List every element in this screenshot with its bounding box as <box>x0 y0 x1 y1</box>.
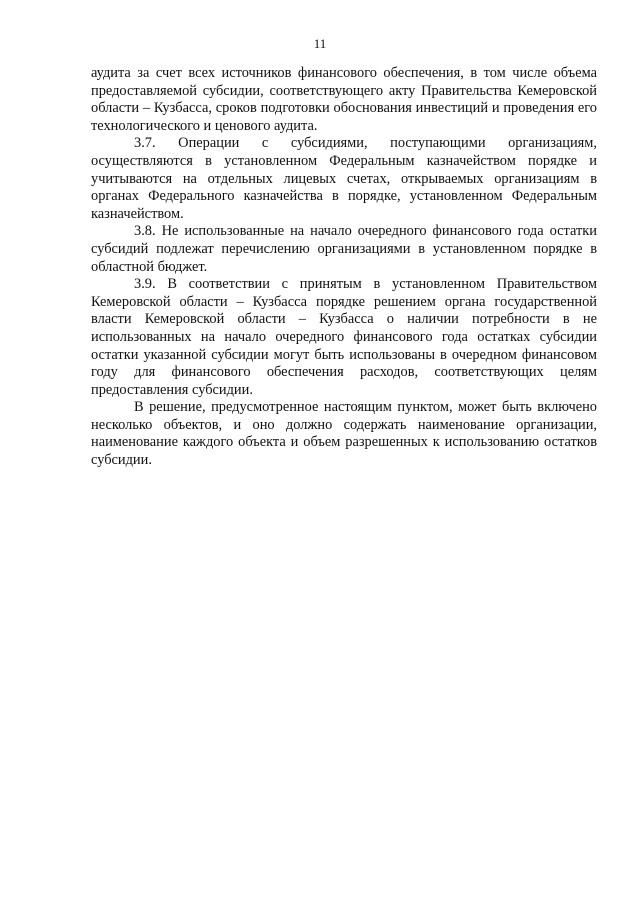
paragraph-3-7: 3.7. Операции с субсидиями, поступающими организациям, осуществляются в установленном Федеральным казначейством порядке и учитываются на отдельных лицевых счетах, открываемых организациям в органах Федерального казначейства в порядке, установленном Федеральным казначейством. <box>91 135 597 222</box>
paragraph-decision: В решение, предусмотренное настоящим пунктом, может быть включено несколько объектов, и оно должно содержать наименование организации, наименование каждого объекта и объем разрешенных к использованию остатков субсидии. <box>91 399 597 469</box>
document-body <box>91 65 597 470</box>
page-number: 11 <box>313 36 327 51</box>
paragraph-3-8: 3.8. Не использованные на начало очередного финансового года остатки субсидий подлежат перечислению организациями в установленном порядке в областной бюджет. <box>91 223 597 275</box>
paragraph-continuation: аудита за счет всех источников финансового обеспечения, в том числе объема предоставляемой субсидии, соответствующего акту Правительства Кемеровской области – Кузбасса, сроков подготовки обоснования инвестиций и проведения его технологического и ценового аудита. <box>91 65 597 134</box>
paragraph-3-9: 3.9. В соответствии с принятым в установленном Правительством Кемеровской области – Кузбасса порядке решением органа государственной власти Кемеровской области – Кузбасса о наличии потребности в не использованных на начало очередного финансового года остатках субсидии остатки указанной субсидии могут быть использованы в очередном финансовом году для финансового обеспечения расходов, соответствующих целям предоставления субсидии. <box>91 276 597 398</box>
